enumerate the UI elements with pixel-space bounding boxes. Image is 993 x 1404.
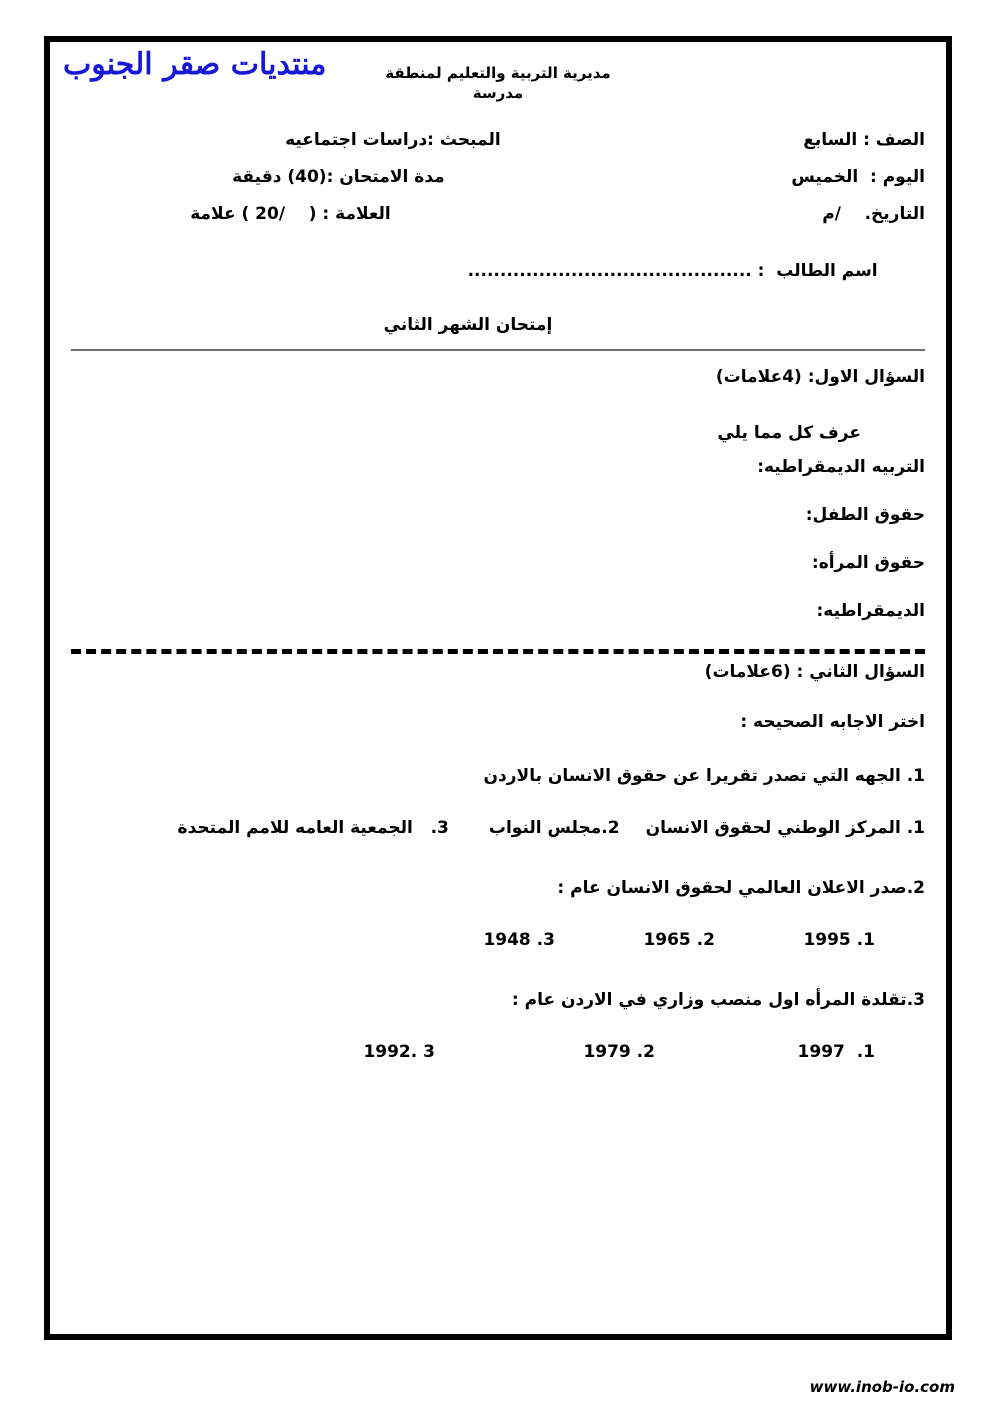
mc-options-1 bbox=[71, 818, 925, 838]
mc-stem-3: 3.تقلدة المرأه اول منصب وزاري في الاردن عام : bbox=[511, 989, 925, 1010]
question1-heading: السؤال الاول: (4علامات) bbox=[715, 366, 925, 387]
title-divider-rule bbox=[71, 349, 925, 351]
mc-stem-2: 2.صدر الاعلان العالمي لحقوق الانسان عام : bbox=[557, 877, 925, 898]
grade-label: الصف : السابع bbox=[803, 129, 925, 150]
mc-option-1-3[interactable]: 3. الجمعية العامه للامم المتحدة bbox=[177, 817, 449, 838]
mc-option-2-2[interactable]: 2. 1965 bbox=[643, 929, 715, 950]
exam-title: إمتحان الشهر الثاني bbox=[383, 314, 553, 335]
mc-options-3 bbox=[71, 1042, 925, 1062]
student-name-label: اسم الطالب : bbox=[751, 260, 878, 281]
mc-option-1-1[interactable]: 1. المركز الوطني لحقوق الانسان bbox=[645, 817, 925, 838]
marks-label: العلامة : ( /20 ) علامة bbox=[190, 203, 391, 224]
student-name-row bbox=[71, 241, 925, 301]
mc-option-2-1[interactable]: 1. 1995 bbox=[803, 929, 875, 950]
subject-label: المبحث :دراسات اجتماعيه bbox=[285, 129, 501, 150]
define-item-2: حقوق الطفل: bbox=[805, 504, 925, 525]
header-school-line: مدرسة bbox=[472, 84, 524, 103]
forum-watermark: منتديات صقر الجنوب bbox=[63, 47, 327, 82]
student-name-blank-line: ............................................ bbox=[467, 260, 752, 281]
define-item-4: الديمقراطيه: bbox=[816, 600, 925, 621]
question2-instruction: اختر الاجابه الصحيحه : bbox=[740, 711, 925, 732]
duration-label: مدة الامتحان :(40) دقيقة bbox=[232, 166, 445, 187]
define-item-1: التربيه الديمقراطيه: bbox=[757, 456, 925, 477]
section-divider-dashed bbox=[71, 649, 925, 654]
mc-option-3-3[interactable]: 3 .1992 bbox=[363, 1041, 435, 1062]
day-label: اليوم : الخميس bbox=[791, 166, 925, 187]
footer-website-url[interactable]: www.inob-io.com bbox=[809, 1378, 955, 1396]
date-label: التاريخ. /م bbox=[822, 203, 925, 224]
mc-option-1-2[interactable]: 2.مجلس النواب bbox=[488, 817, 620, 838]
mc-option-2-3[interactable]: 3. 1948 bbox=[483, 929, 555, 950]
question1-instruction: عرف كل مما يلي bbox=[717, 422, 861, 443]
meta-row-grade-subject bbox=[71, 130, 925, 150]
header-directorate-line: مديرية التربية والتعليم لمنطقة bbox=[385, 64, 611, 82]
page-content bbox=[49, 41, 947, 1335]
define-item-3: حقوق المرأه: bbox=[811, 552, 925, 573]
mc-option-3-1[interactable]: 1. 1997 bbox=[797, 1041, 875, 1062]
exam-meta-block bbox=[71, 130, 925, 301]
meta-row-date-marks bbox=[71, 204, 925, 224]
mc-stem-1: 1. الجهه التي تصدر تقريرا عن حقوق الانسان بالاردن bbox=[483, 765, 925, 786]
meta-row-day-duration bbox=[71, 167, 925, 187]
question2-heading: السؤال الثاني : (6علامات) bbox=[704, 661, 925, 682]
mc-options-2 bbox=[71, 930, 925, 950]
page-frame bbox=[44, 36, 952, 1340]
mc-option-3-2[interactable]: 2. 1979 bbox=[583, 1041, 655, 1062]
